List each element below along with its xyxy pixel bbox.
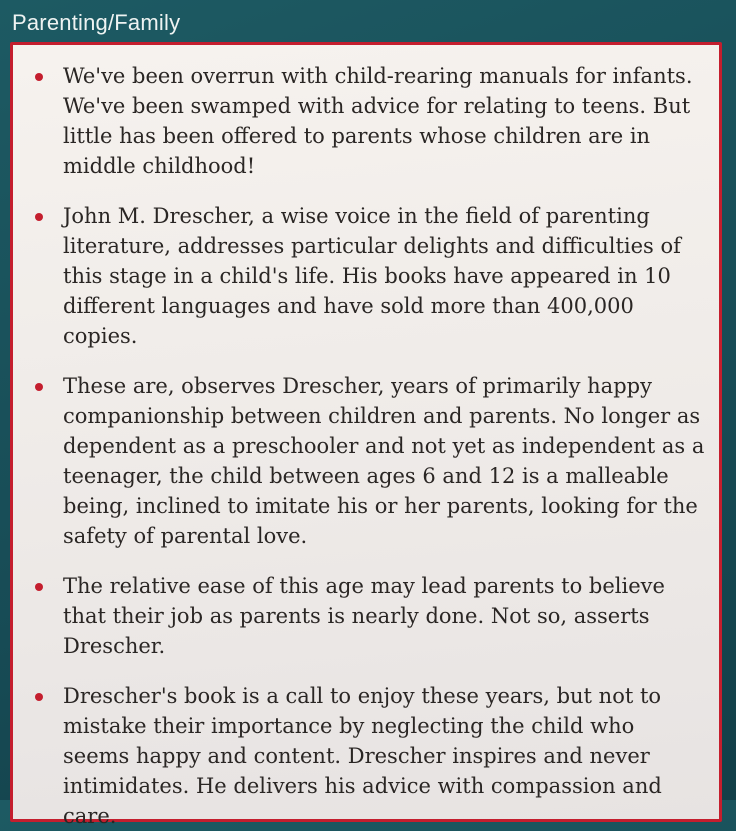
list-item-text: These are, observes Drescher, years of primarily happy companionship between children and parents. No longer as dependent as a preschooler and not yet as independent as a teenager, the child between ages 6 and 12 is a malleable being, inclined to imitate his or her parents, looking for the safety of parental love.	[63, 374, 705, 548]
bullet-icon	[35, 583, 43, 591]
bullet-icon	[35, 383, 43, 391]
list-item	[35, 571, 705, 661]
list-item-text: We've been overrun with child-rearing manuals for infants. We've been swamped with advice for relating to teens. But little has been offered to parents whose children are in middle childhood!	[63, 64, 693, 178]
list-item	[35, 201, 705, 351]
description-panel	[10, 42, 722, 828]
list-item	[35, 61, 705, 181]
category-label: Parenting/Family	[12, 10, 181, 35]
list-item-text: John M. Drescher, a wise voice in the field of parenting literature, addresses particular delights and difficulties of this stage in a child's life. His books have appeared in 10 different languages and have sold more than 400,000 copies.	[63, 204, 681, 348]
bullet-list	[13, 45, 719, 831]
bullet-icon	[35, 73, 43, 81]
list-item-text: The relative ease of this age may lead parents to believe that their job as parents is nearly done. Not so, asserts Drescher.	[63, 574, 665, 658]
bullet-icon	[35, 693, 43, 701]
list-item	[35, 681, 705, 831]
list-item-text: Drescher's book is a call to enjoy these years, but not to mistake their importance by neglecting the child who seems happy and content. Drescher inspires and never intimidates. He delivers his advice with compassion and care.	[63, 684, 662, 828]
bullet-icon	[35, 213, 43, 221]
list-item	[35, 371, 705, 551]
